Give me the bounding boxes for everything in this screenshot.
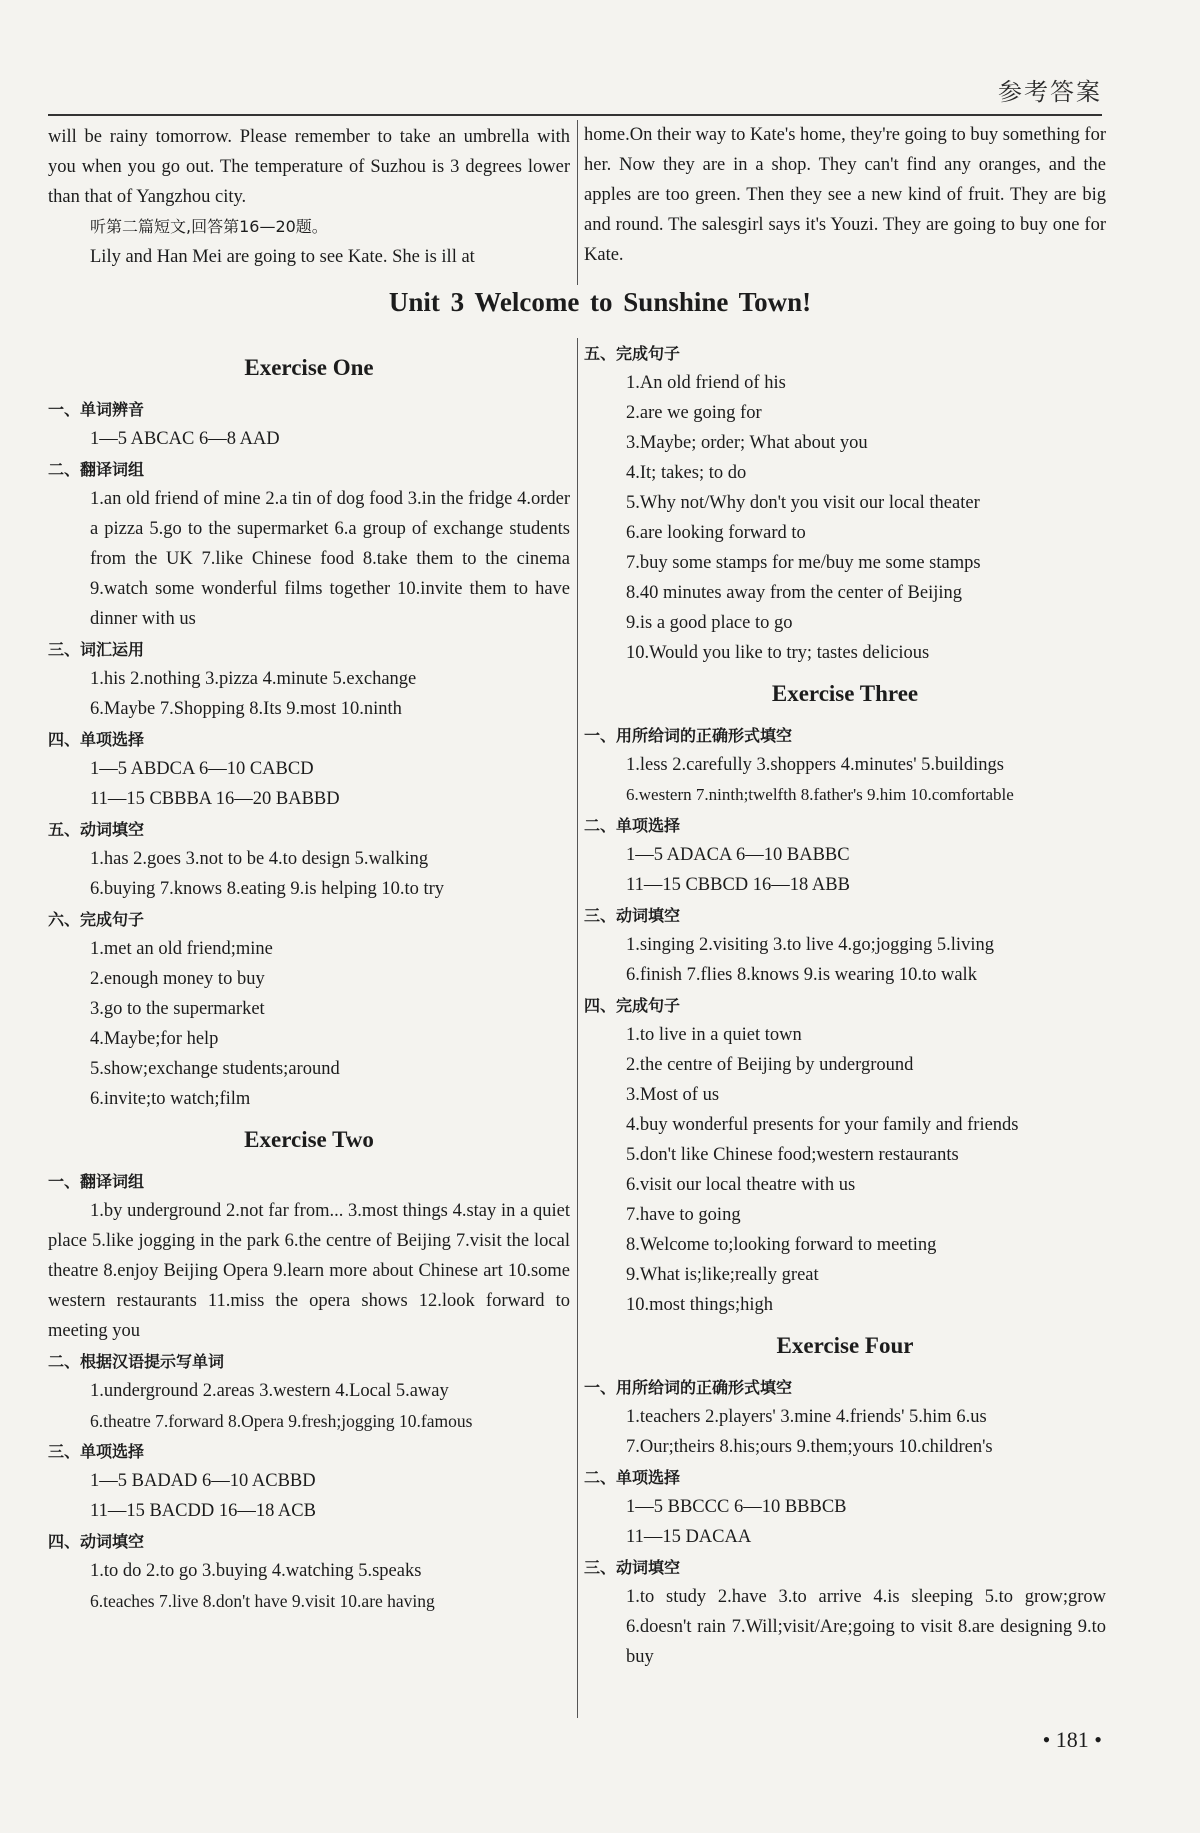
section-title: 二、根据汉语提示写单词: [48, 1352, 225, 1371]
exercise-three-title: Exercise Three: [771, 681, 919, 706]
answer-line: 8.Welcome to;looking forward to meeting: [626, 1235, 937, 1255]
answer-line: 9.What is;like;really great: [626, 1265, 819, 1285]
section-title: 二、单项选择: [584, 1468, 681, 1487]
answer-line: 2.are we going for: [626, 403, 762, 423]
section-title: 一、用所给词的正确形式填空: [584, 726, 793, 745]
answer-line: 10.most things;high: [626, 1295, 773, 1315]
answer-line: 3.Maybe; order; What about you: [626, 433, 868, 453]
answer-line: 5.show;exchange students;around: [90, 1059, 340, 1079]
section-title: 四、单项选择: [48, 730, 145, 749]
answer-line: 6.teaches 7.live 8.don't have 9.visit 10.are having: [90, 1591, 435, 1611]
section-title: 四、完成句子: [584, 996, 681, 1015]
answer-line: 6.theatre 7.forward 8.Opera 9.fresh;jogging 10.famous: [90, 1411, 473, 1431]
answer-line: 6.visit our local theatre with us: [626, 1175, 856, 1195]
answer-line: 2.the centre of Beijing by underground: [626, 1055, 914, 1075]
answer-line: 1.teachers 2.players' 3.mine 4.friends' 5.him 6.us: [626, 1407, 987, 1427]
section-title: 二、单项选择: [584, 816, 681, 835]
answer-line: 11—15 DACAA: [626, 1527, 752, 1547]
exercise-two-title: Exercise Two: [244, 1127, 374, 1152]
answer-line: 8.40 minutes away from the center of Beijing: [626, 583, 962, 603]
answer-line: 3.go to the supermarket: [90, 999, 265, 1019]
answer-line: 1.to live in a quiet town: [626, 1025, 802, 1045]
answer-line: 11—15 CBBCD 16—18 ABB: [626, 875, 850, 895]
answer-line: 7.have to going: [626, 1205, 741, 1225]
answer-line: 11—15 CBBBA 16—20 BABBD: [90, 789, 340, 809]
answer-line: 2.enough money to buy: [90, 969, 265, 989]
section-title: 一、用所给词的正确形式填空: [584, 1378, 793, 1397]
answer-line: 1.An old friend of his: [626, 373, 786, 393]
section-title: 五、动词填空: [48, 820, 145, 839]
top-left-column: [48, 122, 570, 287]
answer-line: 4.Maybe;for help: [90, 1029, 219, 1049]
answer-line: 6.western 7.ninth;twelfth 8.father's 9.him 10.comfortable: [626, 785, 1014, 804]
answer-line: 1.his 2.nothing 3.pizza 4.minute 5.exchange: [90, 669, 417, 689]
answer-paragraph: 1.by underground 2.not far from... 3.most things 4.stay in a quiet place 5.like jogging in the park 6.the centre of Beijing 7.visit the local theatre 8.enjoy Beijing Opera 9.learn more about Chinese art 10.some western restaurants 11.miss the opera shows 12.look forward to meeting you: [48, 1201, 570, 1341]
answer-paragraph: 1.an old friend of mine 2.a tin of dog food 3.in the fridge 4.order a pizza 5.go to the supermarket 6.a group of exchange students from the UK 7.like Chinese food 8.take them to the cinema 9.watch some wonderful films together 10.invite them to have dinner with us: [90, 489, 570, 629]
answer-line: 7.Our;theirs 8.his;ours 9.them;yours 10.children's: [626, 1437, 993, 1457]
section-title: 三、单项选择: [48, 1442, 145, 1461]
listen-instruction: 听第二篇短文,回答第16—20题。: [90, 217, 328, 236]
answer-line: 1.underground 2.areas 3.western 4.Local 5.away: [90, 1381, 449, 1401]
page-number: • 181 •: [1042, 1727, 1102, 1752]
column-divider: [577, 338, 578, 1718]
answer-line: 6.are looking forward to: [626, 523, 806, 543]
passage-end: will be rainy tomorrow. Please remember to take an umbrella with you when you go out. The temperature of Suzhou is 3 degrees lower than that of Yangzhou city.: [48, 127, 570, 207]
section-title: 五、完成句子: [584, 344, 681, 363]
answer-line: 1.to do 2.to go 3.buying 4.watching 5.speaks: [90, 1561, 422, 1581]
answer-line: 1—5 BADAD 6—10 ACBBD: [90, 1471, 316, 1491]
answer-line: 1.less 2.carefully 3.shoppers 4.minutes' 5.buildings: [626, 755, 1004, 775]
answer-line: 4.It; takes; to do: [626, 463, 747, 483]
exercise-one-title: Exercise One: [244, 355, 374, 380]
answer-line: 10.Would you like to try; tastes delicious: [626, 643, 930, 663]
section-title: 一、单词辨音: [48, 400, 145, 419]
header-rule: [48, 114, 1102, 116]
answer-paragraph: 1.to study 2.have 3.to arrive 4.is sleeping 5.to grow;grow 6.doesn't rain 7.Will;visit/Are;going to visit 8.are designing 9.to buy: [626, 1587, 1106, 1667]
section-title: 三、词汇运用: [48, 640, 145, 659]
answer-line: 3.Most of us: [626, 1085, 720, 1105]
answer-line: 1—5 BBCCC 6—10 BBBCB: [626, 1497, 847, 1517]
answer-line: 6.invite;to watch;film: [90, 1089, 251, 1109]
answer-line: 9.is a good place to go: [626, 613, 793, 633]
answer-line: 1.has 2.goes 3.not to be 4.to design 5.walking: [90, 849, 429, 869]
passage-continued: home.On their way to Kate's home, they're going to buy something for her. Now they are in a shop. They can't find any oranges, and the apples are too green. Then they see a new kind of fruit. They are big and round. The salesgirl says it's Youzi. They are going to buy one for Kate.: [584, 125, 1106, 265]
left-column: [48, 342, 570, 1616]
section-title: 一、翻译词组: [48, 1172, 145, 1191]
answer-line: 6.finish 7.flies 8.knows 9.is wearing 10.to walk: [626, 965, 977, 985]
answer-line: 11—15 BACDD 16—18 ACB: [90, 1501, 316, 1521]
unit-title: Unit 3 Welcome to Sunshine Town!: [388, 287, 812, 317]
right-column: [584, 338, 1106, 1672]
answer-line: 6.Maybe 7.Shopping 8.Its 9.most 10.ninth: [90, 699, 402, 719]
passage-start: Lily and Han Mei are going to see Kate. She is ill at: [90, 247, 475, 267]
answer-line: 1.singing 2.visiting 3.to live 4.go;jogging 5.living: [626, 935, 994, 955]
answer-line: 1.met an old friend;mine: [90, 939, 273, 959]
section-title: 六、完成句子: [48, 910, 145, 929]
section-title: 四、动词填空: [48, 1532, 145, 1551]
answer-line: 1—5 ADACA 6—10 BABBC: [626, 845, 850, 865]
answer-line: 1—5 ABCAC 6—8 AAD: [90, 429, 280, 449]
column-divider-top: [577, 120, 578, 285]
answer-line: 7.buy some stamps for me/buy me some stamps: [626, 553, 981, 573]
answer-line: 6.buying 7.knows 8.eating 9.is helping 10.to try: [90, 879, 445, 899]
answer-line: 5.don't like Chinese food;western restaurants: [626, 1145, 959, 1165]
section-title: 二、翻译词组: [48, 460, 145, 479]
exercise-four-title: Exercise Four: [776, 1333, 914, 1358]
answer-line: 5.Why not/Why don't you visit our local theater: [626, 493, 980, 513]
section-title: 三、动词填空: [584, 1558, 681, 1577]
answer-line: 4.buy wonderful presents for your family and friends: [626, 1115, 1019, 1135]
top-right-column: [584, 120, 1106, 270]
running-header: 参考答案: [998, 78, 1102, 106]
section-title: 三、动词填空: [584, 906, 681, 925]
answer-line: 1—5 ABDCA 6—10 CABCD: [90, 759, 314, 779]
